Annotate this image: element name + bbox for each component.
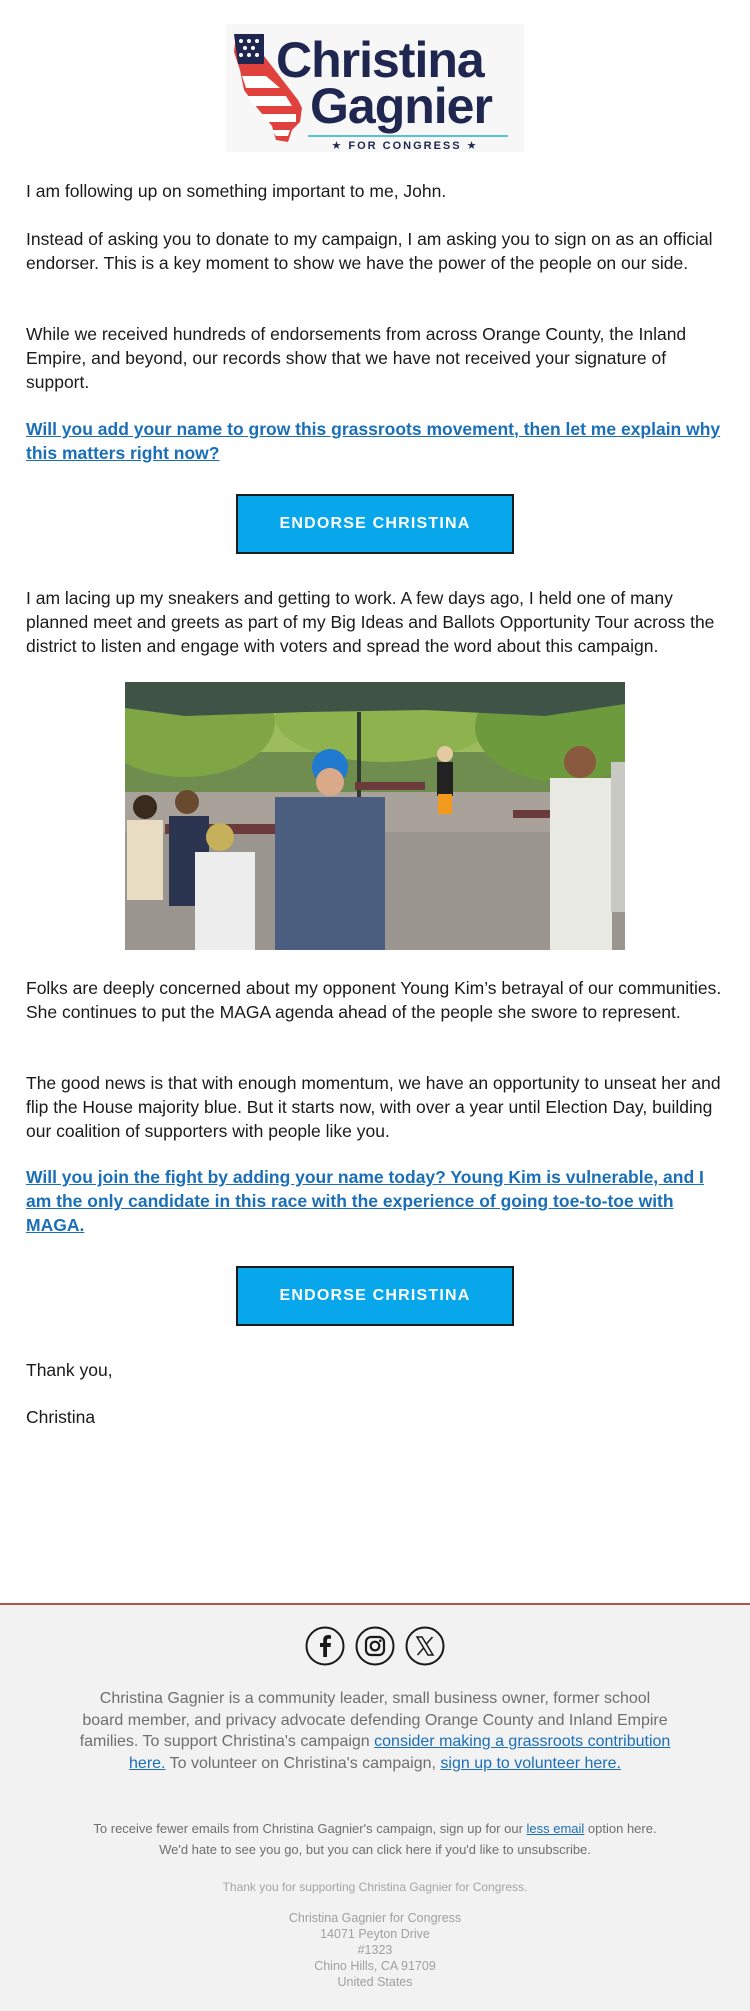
meet-and-greet-photo (125, 682, 625, 950)
address-line-1: Christina Gagnier for Congress (288, 1911, 462, 1925)
momentum-paragraph: The good news is that with enough momentum, we have an opportunity to unseat her and flip the House majority blue. But it starts now, with over a year until Election Day, building our coalition of supporters with people like you. (26, 1073, 721, 1141)
address-line-5: United States (337, 1975, 413, 1989)
footer-about-text: Christina Gagnier is a community leader, small business owner, former school board member, and privacy advocate defending Orange County and Inland Empire families. To support Christina's campaign (79, 1690, 668, 1750)
cta-link-join-fight[interactable]: Will you join the fight by adding your name today? Young Kim is vulnerable, and I am the only candidate in this race with the experience of going toe-to-toe with MAGA. (26, 1167, 704, 1235)
endorse-button-top[interactable]: ENDORSE CHRISTINA (236, 494, 514, 554)
address-line-3: #1323 (357, 1943, 393, 1957)
footer-about (78, 1688, 672, 1774)
instagram-icon (355, 1626, 395, 1666)
mailing-address (78, 1910, 672, 1990)
contribute-link[interactable]: consider making a grassroots contribution here. (129, 1733, 671, 1772)
intro-paragraph: I am following up on something important to me, John. (26, 181, 447, 201)
facebook-link[interactable] (305, 1626, 345, 1666)
logo-first-name: Christina (276, 32, 484, 88)
logo-last-name: Gagnier (310, 78, 492, 134)
x-twitter-icon (405, 1626, 445, 1666)
footer-thanks: Thank you for supporting Christina Gagnier for Congress. (222, 1880, 528, 1894)
facebook-icon (305, 1626, 345, 1666)
logo-tagline: ★ FOR CONGRESS ★ (331, 140, 479, 152)
tour-paragraph: I am lacing up my sneakers and getting to work. A few days ago, I held one of many planned meet and greets as part of my Big Ideas and Ballots Opportunity Tour across the district to listen and engage with voters and spread the word about this campaign. (26, 588, 715, 656)
endorse-button-bottom[interactable]: ENDORSE CHRISTINA (236, 1266, 514, 1326)
less-email-link[interactable]: less email (526, 1821, 585, 1836)
campaign-logo (226, 24, 524, 152)
signoff: Thank you, (26, 1360, 113, 1380)
instagram-link[interactable] (355, 1626, 395, 1666)
address-line-2: 14071 Peyton Drive (320, 1927, 430, 1941)
unsubscribe-text[interactable]: option here. We'd hate to see you go, but you can click here if you'd like to unsubscribe. (159, 1821, 657, 1857)
cta-link-grassroots[interactable]: Will you add your name to grow this grassroots movement, then let me explain why this matters right now? (26, 419, 721, 463)
opponent-paragraph: Folks are deeply concerned about my opponent Young Kim’s betrayal of our communities. She continues to put the MAGA agenda ahead of the people she swore to represent. (26, 978, 722, 1022)
volunteer-link[interactable]: sign up to volunteer here. (440, 1754, 621, 1772)
footer-email-preferences (78, 1818, 672, 1860)
x-twitter-link[interactable] (405, 1626, 445, 1666)
address-line-4: Chino Hills, CA 91709 (314, 1959, 436, 1973)
endorse-ask-paragraph: Instead of asking you to donate to my campaign, I am asking you to sign on as an official endorser. This is a key moment to show we have the power of the people on our side. (26, 229, 713, 273)
meet-and-greet-illustration (125, 682, 625, 950)
email-preferences-text: To receive fewer emails from Christina Gagnier's campaign, sign up for our (93, 1821, 527, 1836)
records-paragraph: While we received hundreds of endorsements from across Orange County, the Inland Empire, and beyond, our records show that we have not received your signature of support. (26, 324, 687, 392)
footer-about-volunteer-text: To volunteer on Christina's campaign, (165, 1754, 441, 1772)
signature: Christina (26, 1407, 96, 1427)
